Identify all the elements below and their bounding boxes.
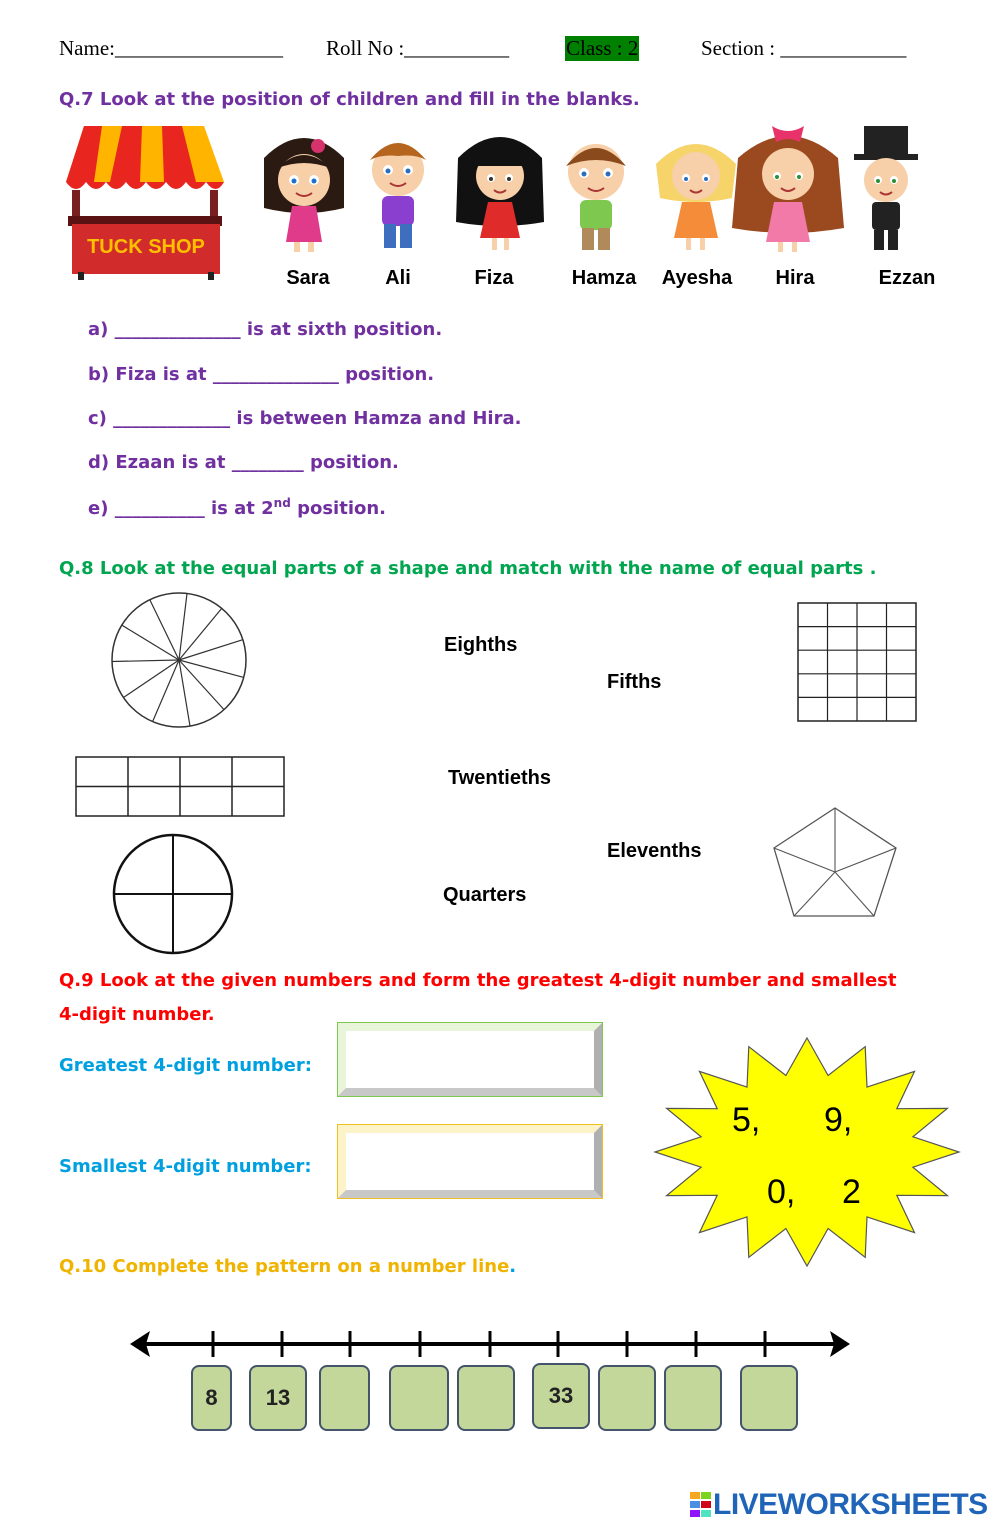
q10-title-text: Q.10 Complete the pattern on a number line [59,1256,510,1277]
child-name-fiza: Fiza [474,267,514,289]
child-figure-sara [264,138,344,252]
fraction-name-elevenths[interactable]: Elevenths [607,840,702,862]
number-box-1[interactable]: 8 [191,1365,232,1431]
number-box-6[interactable]: 33 [532,1363,590,1429]
q7-item-e[interactable] [88,496,386,519]
q7-item-e-superscript: nd [273,496,291,510]
fraction-name-quarters[interactable]: Quarters [443,884,527,906]
smallest-number-input[interactable] [338,1125,602,1198]
child-name-sara: Sara [286,267,330,289]
q7-item-e-text: e) __________ is at 2 [88,498,274,519]
star-number-2: 2 [842,1173,861,1211]
rectangle-eighths-shape[interactable] [75,756,286,818]
q10-title [59,1256,516,1277]
liveworksheets-logo-icon [690,1492,712,1518]
number-box-4[interactable] [389,1365,449,1431]
q7-item-c[interactable]: c) _____________ is between Hamza and Hira. [88,408,522,429]
grid-twentieths-shape[interactable] [797,602,919,724]
number-line [128,1325,852,1367]
child-figure-ayesha [656,144,736,250]
pentagon-fifths-shape[interactable] [772,806,898,920]
circle-elevenths-shape[interactable] [108,591,250,733]
child-figure-fiza [456,137,544,250]
child-figure-ezzan [854,126,918,250]
greatest-number-input[interactable] [338,1023,602,1096]
q10-title-period: . [509,1256,517,1277]
tuck-shop-label: TUCK SHOP [87,236,205,258]
fraction-name-fifths[interactable]: Fifths [607,671,662,693]
class-badge: Class : 2 [566,36,639,60]
child-figure-hira [732,126,844,252]
q7-item-b[interactable]: b) Fiza is at ______________ position. [88,364,435,385]
q7-item-a[interactable]: a) ______________ is at sixth position. [88,319,443,340]
number-starburst [652,1036,962,1268]
star-number-9: 9, [824,1101,853,1139]
q9-title-line1: Q.9 Look at the given numbers and form the greatest 4-digit number and smallest [59,970,897,991]
children-illustration [258,118,938,260]
number-box-3[interactable] [319,1365,370,1431]
child-name-hira: Hira [775,267,815,289]
q9-title-line2: 4-digit number. [59,1004,215,1025]
name-field-label[interactable]: Name:________________ [59,36,283,60]
q8-title: Q.8 Look at the equal parts of a shape and match with the name of equal parts . [59,558,877,579]
smallest-number-label: Smallest 4-digit number: [59,1156,312,1177]
roll-no-field-label[interactable]: Roll No :__________ [326,36,510,60]
tuck-shop-illustration [64,120,229,280]
number-box-5[interactable] [457,1365,515,1431]
child-name-ayesha: Ayesha [661,267,733,289]
fraction-name-eighths[interactable]: Eighths [444,634,518,656]
q7-title: Q.7 Look at the position of children and fill in the blanks. [59,89,640,110]
q7-item-d[interactable]: d) Ezaan is at ________ position. [88,452,399,473]
greatest-number-label: Greatest 4-digit number: [59,1055,312,1076]
number-box-8[interactable] [664,1365,722,1431]
child-figure-ali [370,143,426,248]
q7-item-e-end: position. [290,498,387,519]
child-figure-hamza [566,144,626,250]
star-number-5: 5, [732,1101,761,1139]
star-number-0: 0, [767,1173,796,1211]
number-box-9[interactable] [740,1365,798,1431]
number-box-7[interactable] [598,1365,656,1431]
child-name-hamza: Hamza [571,267,637,289]
circle-quarters-shape[interactable] [111,832,235,956]
fraction-name-twentieths[interactable]: Twentieths [448,767,551,789]
child-name-ezzan: Ezzan [878,267,936,289]
child-name-ali: Ali [385,267,411,289]
number-box-2[interactable]: 13 [249,1365,307,1431]
liveworksheets-brand: LIVEWORKSHEETS [713,1488,988,1521]
section-field-label[interactable]: Section : ____________ [701,36,907,60]
